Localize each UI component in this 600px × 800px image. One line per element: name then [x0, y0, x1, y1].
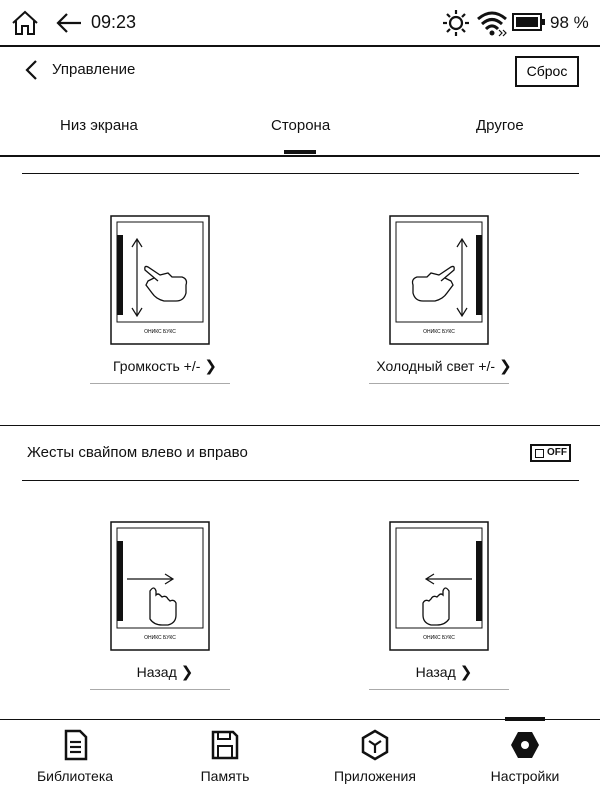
chevron-right-icon: ❯: [459, 664, 473, 681]
gesture-card-back-right[interactable]: [369, 521, 519, 701]
tab-bottom-screen[interactable]: Низ экрана: [60, 117, 138, 134]
battery-icon: [512, 13, 546, 31]
header-back-icon[interactable]: [22, 59, 42, 81]
gesture-label: Громкость +/-: [113, 358, 201, 374]
underline: [369, 383, 509, 384]
device-brand: ОНИКС БУКС: [423, 329, 455, 335]
toggle-state: OFF: [547, 447, 567, 458]
chevron-right-icon: ❯: [499, 358, 512, 375]
tabs-divider: [0, 155, 600, 157]
nav-apps[interactable]: [310, 725, 440, 795]
swipe-gestures-toggle[interactable]: [530, 444, 571, 462]
tab-other[interactable]: Другое: [476, 117, 524, 134]
nav-label: Приложения: [334, 768, 416, 784]
nav-library[interactable]: [10, 725, 140, 795]
vertical-swipe-left-icon: [110, 215, 210, 345]
nav-label: Библиотека: [36, 768, 114, 784]
nav-settings[interactable]: [460, 725, 590, 795]
clock: 09:23: [91, 12, 137, 32]
apps-icon: [359, 728, 391, 762]
brightness-icon[interactable]: [442, 9, 470, 37]
gesture-label: Холодный свет +/-: [376, 358, 496, 374]
divider: [22, 173, 579, 174]
device-brand: ОНИКС БУКС: [423, 635, 455, 641]
gesture-card-volume[interactable]: [90, 215, 240, 395]
reset-button[interactable]: Сброс: [515, 56, 579, 87]
back-arrow-icon[interactable]: [54, 10, 84, 36]
status-bar: [0, 0, 600, 47]
device-brand: ОНИКС БУКС: [144, 635, 176, 641]
chevron-right-icon: ❯: [180, 664, 194, 681]
horizontal-swipe-right-icon: [110, 521, 210, 651]
vertical-swipe-right-icon: [389, 215, 489, 345]
page-title: Управление: [52, 61, 136, 78]
nav-label: Настройки: [490, 768, 560, 784]
underline: [369, 689, 509, 690]
gesture-label: Назад: [415, 664, 456, 680]
storage-icon: [209, 728, 241, 762]
gesture-card-cold-light[interactable]: [369, 215, 519, 395]
underline: [90, 689, 230, 690]
active-tab-indicator: [284, 150, 316, 154]
gesture-label: Назад: [136, 664, 177, 680]
chevron-right-icon: ❯: [204, 358, 217, 375]
tab-side[interactable]: Сторона: [271, 117, 331, 134]
active-nav-indicator: [505, 717, 545, 721]
library-icon: [59, 728, 91, 762]
device-brand: ОНИКС БУКС: [144, 329, 176, 335]
underline: [90, 383, 230, 384]
settings-icon: [509, 728, 541, 762]
battery-percent: 98 %: [550, 13, 589, 32]
nav-label: Память: [200, 768, 250, 784]
gesture-card-back-left[interactable]: [90, 521, 240, 701]
swipe-gestures-label: Жесты свайпом влево и вправо: [27, 444, 248, 461]
home-icon[interactable]: [10, 9, 40, 37]
nav-storage[interactable]: [160, 725, 290, 795]
wifi-icon[interactable]: [476, 9, 508, 37]
toggle-knob: [535, 449, 544, 458]
section-divider: [0, 425, 600, 426]
horizontal-swipe-left-icon: [389, 521, 489, 651]
divider: [22, 480, 579, 481]
